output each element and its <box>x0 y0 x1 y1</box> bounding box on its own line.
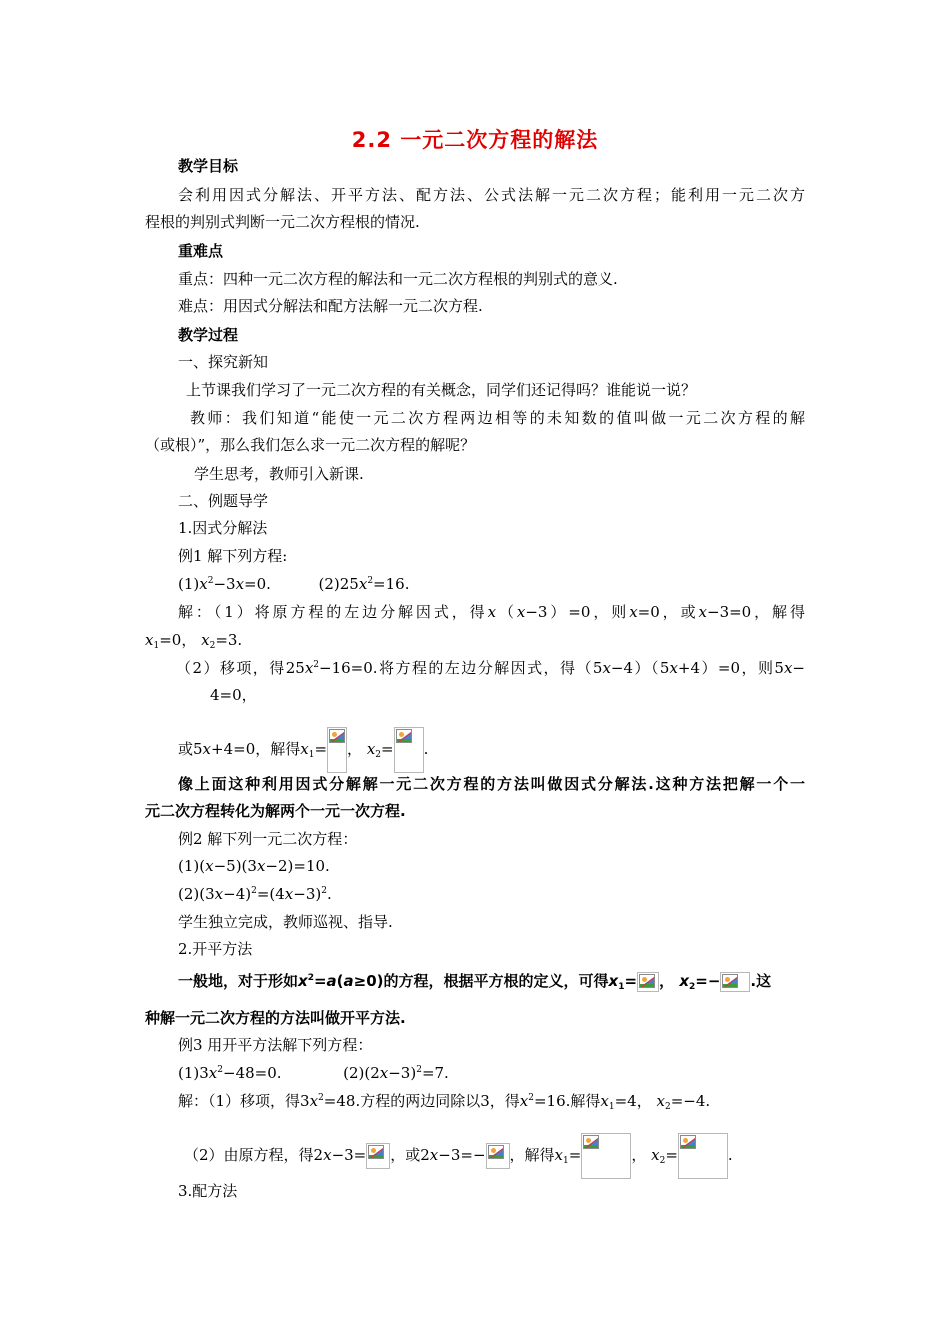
solution2-line3: 或5x+4=0，解得$x_1=$ ， $x_2=$ . <box>178 727 428 773</box>
sqrt-definition-line2: 种解一元二次方程的方法叫做开平方法. <box>145 1009 406 1027</box>
page-title: 2.2 一元二次方程的解法 <box>351 128 599 152</box>
sqrt-definition-line1: 一般地，对于形如$x^2=a(a\ge 0)$的方程，根据平方根的定义，可得$x_1=$ ， $x_2=-$ .这 <box>178 972 772 992</box>
student-think-text: 学生思考，教师引入新课. <box>194 465 364 483</box>
broken-image-icon <box>396 729 412 743</box>
method2-heading: 2.开平方法 <box>178 940 253 958</box>
heading-key-points: 重难点 <box>178 242 224 260</box>
teacher-text-line2: （或根）”，那么我们怎么求一元二次方程的解呢？ <box>145 436 476 454</box>
formula-image-placeholder <box>678 1133 728 1179</box>
part2-heading: 二、例题导学 <box>178 492 269 510</box>
broken-image-icon <box>639 974 655 988</box>
broken-image-icon <box>329 729 345 743</box>
example3-heading: 例3 用开平方法解下列方程： <box>178 1036 373 1054</box>
broken-image-icon <box>368 1145 384 1159</box>
method1-heading: 1.因式分解法 <box>178 519 268 537</box>
key-point-text: 重点：四种一元二次方程的解法和一元二次方程根的判别式的意义. <box>178 270 618 288</box>
formula-image-placeholder <box>581 1133 631 1179</box>
formula-image-placeholder <box>394 727 424 773</box>
broken-image-icon <box>583 1135 599 1149</box>
factoring-definition-line2: 元二次方程转化为解两个一元一次方程. <box>145 802 406 820</box>
formula-image-placeholder <box>327 727 347 773</box>
example3-problems: $(1)3x^2-48=0$. $(2)(2x-3)^2=7$. <box>178 1064 449 1082</box>
formula-image-placeholder <box>486 1143 510 1169</box>
teacher-text-line1: 教师：我们知道“能使一元二次方程两边相等的未知数的值叫做一元二次方程的解 <box>190 409 805 427</box>
goal-text-line2: 程根的判别式判断一元二次方程根的情况. <box>145 213 420 231</box>
broken-image-icon <box>722 974 738 988</box>
heading-teaching-goals: 教学目标 <box>178 157 239 175</box>
example2-note: 学生独立完成，教师巡视、指导. <box>178 913 393 931</box>
heading-teaching-process: 教学过程 <box>178 326 239 344</box>
broken-image-icon <box>680 1135 696 1149</box>
solution4-line: （2）由原方程，得2x−3= ，或2x−3=− ，解得$x_1=$ ， $x_2=$ . <box>184 1133 733 1179</box>
example2-problem1: (1)(x−5)(3x−2)=10. <box>178 857 330 875</box>
solution1-line1: 解：（1）将原方程的左边分解因式，得x（x−3）=0，则x=0，或x−3=0，解得 <box>178 603 805 621</box>
solution1-line2: $x_1=0$， $x_2=3$. <box>145 631 243 651</box>
example2-heading: 例2 解下列一元二次方程： <box>178 830 358 848</box>
formula-image-placeholder <box>720 972 750 992</box>
formula-image-placeholder <box>366 1143 390 1169</box>
part1-heading: 一、探究新知 <box>178 353 269 371</box>
example1-heading: 例1 解下列方程: <box>178 547 288 565</box>
broken-image-icon <box>488 1145 504 1159</box>
formula-image-placeholder <box>637 972 659 992</box>
example2-problem2: $(2)(3x-4)^2=(4x-3)^2$. <box>178 885 332 903</box>
method3-heading: 3.配方法 <box>178 1182 238 1200</box>
example1-problems: $(1)x^2-3x=0$. $(2)25x^2=16$. <box>178 575 410 593</box>
difficult-point-text: 难点：用因式分解法和配方法解一元二次方程. <box>178 297 483 315</box>
solution3-line1: 解：（1）移项，得$3x^2=48$.方程的两边同除以3，得$x^2=16$.解得$x_1=4$， $x_2=-4$. <box>178 1092 711 1112</box>
goal-text-line1: 会利用因式分解法、开平方法、配方法、公式法解一元二次方程；能利用一元二次方 <box>178 186 805 204</box>
solution2-line1: （2）移项，得$25x^2-16=0$.将方程的左边分解因式，得（5x−4）（5x+4）=0，则5x− <box>176 659 805 677</box>
intro-question: 上节课我们学习了一元二次方程的有关概念，同学们还记得吗？谁能说一说？ <box>186 381 697 399</box>
factoring-definition-line1: 像上面这种利用因式分解解一元二次方程的方法叫做因式分解法.这种方法把解一个一 <box>178 775 805 793</box>
solution2-line2: 4=0， <box>210 686 257 704</box>
